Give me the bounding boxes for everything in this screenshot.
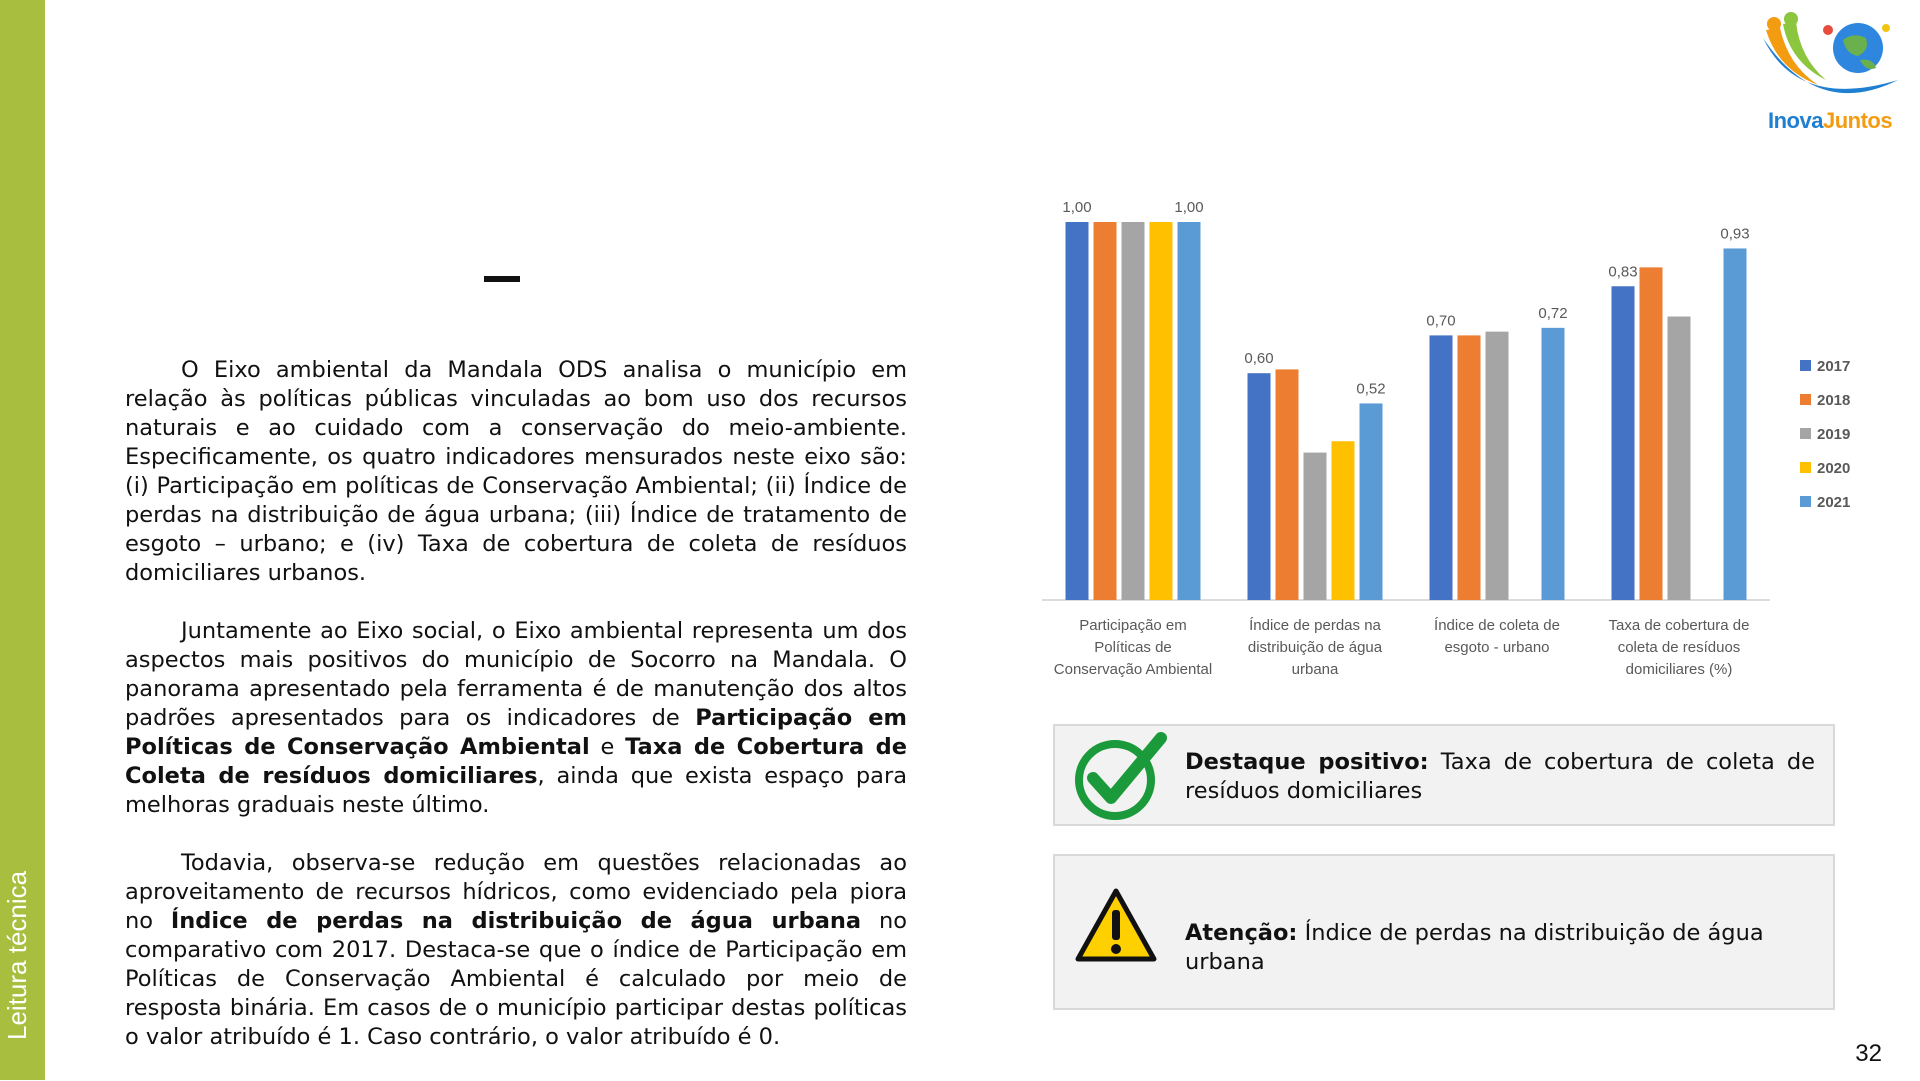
legend-swatch-2020: [1800, 462, 1811, 473]
legend-swatch-2018: [1800, 394, 1811, 405]
bar-2019-cat3: [1486, 332, 1509, 600]
bar-2021-cat1: [1178, 222, 1201, 600]
legend-label-2019: 2019: [1817, 426, 1851, 443]
paragraph-3: Todavia, observa-se redução em questões relacionadas ao aproveitamento de recursos hídricos, como evidenciado pela piora no Índice de perdas na distribuição de água urbana no comparativo com 2017. Destaca-se que o índice de Participação em Políticas de Conservação Ambiental é calculado por meio de resposta binária. Em casos de o município participar destas políticas o valor atribuído é 1. Caso contrário, o valor atribuído é 0.: [125, 850, 907, 1050]
bar-chart: [1030, 190, 1860, 690]
category-label: Participação em: [1079, 617, 1187, 634]
positive-callout: [1053, 724, 1835, 826]
category-label: distribuição de água: [1247, 639, 1383, 656]
legend-label-2018: 2018: [1817, 392, 1851, 409]
side-label: [0, 0, 45, 1080]
data-label: 0,93: [1720, 225, 1750, 243]
category-label: Políticas de: [1094, 639, 1172, 656]
bar-2018-cat4: [1640, 267, 1663, 600]
legend-swatch-2021: [1800, 496, 1811, 507]
data-label: 0,52: [1356, 380, 1386, 398]
data-label: 0,83: [1608, 263, 1638, 281]
data-label: 1,00: [1174, 199, 1204, 216]
bar-2017-cat2: [1248, 373, 1271, 600]
page-number: 32: [1855, 1040, 1882, 1067]
bar-2020-cat1: [1150, 222, 1173, 600]
legend-label-2017: 2017: [1817, 358, 1851, 375]
bar-2019-cat2: [1304, 453, 1327, 600]
category-label: Taxa de cobertura de: [1608, 617, 1750, 634]
category-label: Índice de perdas na: [1249, 617, 1381, 634]
legend-swatch-2019: [1800, 428, 1811, 439]
paragraph-2: Juntamente ao Eixo social, o Eixo ambiental representa um dos aspectos mais positivos do município de Socorro na Mandala. O panorama apresentado pela ferramenta é de manutenção dos altos padrões apresentados para os indicadores de Participação em Políticas de Conservação Ambiental e Taxa de Cobertura de Coleta de resíduos domiciliares, ainda que exista espaço para melhoras graduais neste último.: [125, 618, 907, 818]
positive-callout-text: Destaque positivo: Taxa de cobertura de coleta de resíduos domiciliares: [1185, 749, 1815, 804]
heading-dash: [484, 276, 520, 282]
category-label: Índice de coleta de: [1434, 617, 1560, 634]
category-label: coleta de resíduos: [1617, 639, 1741, 656]
bar-2021-cat2: [1360, 403, 1383, 600]
bar-2019-cat1: [1122, 222, 1145, 600]
data-label: 0,72: [1538, 304, 1568, 322]
data-label: 0,70: [1426, 312, 1456, 330]
category-label: Conservação Ambiental: [1053, 661, 1213, 678]
bar-2018-cat2: [1276, 369, 1299, 600]
attention-callout: [1053, 854, 1835, 1010]
checkmark-icon: [1073, 732, 1167, 822]
legend-label-2020: 2020: [1817, 460, 1851, 477]
paragraph-1: O Eixo ambiental da Mandala ODS analisa o município em relação às políticas públicas vinculadas ao bom uso dos recursos naturais e ao cuidado com a conservação do meio-ambiente. Especificamente, os quatro indicadores mensurados neste eixo são: (i) Participação em políticas de Conservação Ambiental; (ii) Índice de perdas na distribuição de água urbana; (iii) Índice de tratamento de esgoto – urbano; e (iv) Taxa de cobertura de coleta de resíduos domiciliares urbanos.: [125, 357, 907, 586]
category-label: urbana: [1291, 661, 1339, 678]
attention-callout-text: Atenção: Índice de perdas na distribuição de água urbana: [1185, 920, 1764, 975]
bar-2017-cat3: [1430, 335, 1453, 600]
data-label: 1,00: [1062, 199, 1092, 216]
warning-icon: [1073, 886, 1159, 964]
bar-2019-cat4: [1668, 317, 1691, 601]
legend-swatch-2017: [1800, 360, 1811, 371]
bar-2017-cat4: [1612, 286, 1635, 600]
bar-2018-cat3: [1458, 335, 1481, 600]
bar-2021-cat3: [1542, 328, 1565, 600]
bar-2018-cat1: [1094, 222, 1117, 600]
body-text: [125, 356, 907, 1081]
bar-2020-cat2: [1332, 441, 1355, 600]
logo-wordmark: InovaJuntos: [1768, 108, 1893, 133]
bar-2021-cat4: [1724, 248, 1747, 600]
category-label: esgoto - urbano: [1444, 639, 1550, 656]
side-label-text: Leitura técnica: [2, 870, 32, 1040]
legend-label-2021: 2021: [1817, 494, 1851, 511]
data-label: 0,60: [1244, 350, 1274, 368]
category-label: domiciliares (%): [1625, 661, 1733, 678]
bar-2017-cat1: [1066, 222, 1089, 600]
